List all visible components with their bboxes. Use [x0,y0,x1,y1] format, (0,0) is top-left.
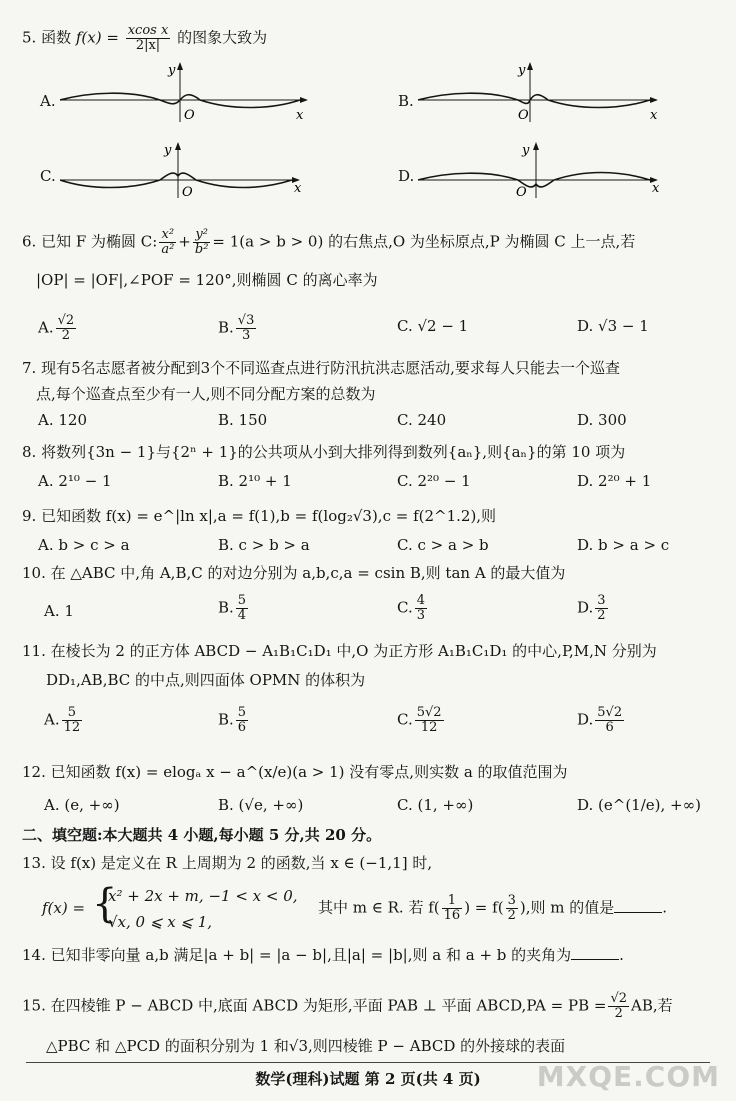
q5-a-y: y [168,63,176,78]
q13-answer-blank[interactable] [614,898,662,913]
q9-option-b[interactable]: B. c > b > a [218,536,310,554]
q15-line1: 15. 在四棱锥 P − ABCD 中,底面 ABCD 为矩形,平面 PAB ⊥ 平面 ABCD,PA = PB = $\frac{√2}{2}$ AB,若 [22,991,673,1021]
q15-line2: △PBC 和 △PCD 的面积分别为 1 和√3,则四棱锥 P − ABCD 的外接球的表面 [46,1037,566,1055]
q5-label-d: D. [398,167,415,185]
q9-option-c[interactable]: C. c > a > b [397,536,489,554]
q5-label-c: C. [40,167,56,185]
q8-option-d[interactable]: D. 2²⁰ + 1 [577,472,652,490]
q13-tail: 其中 m ∈ R. 若 f( $\frac{1}{16}$ ) = f( $\frac{3}{2}$ ),则 m 的值是 . [318,893,668,923]
q11-option-a[interactable]: A. $\frac{5}{12}$ [44,705,81,735]
q7-line2: 点,每个巡查点至少有一人,则不同分配方案的总数为 [36,385,376,403]
q7-option-a[interactable]: A. 120 [38,411,87,429]
q5-b-o: O [518,108,529,123]
q13-fx: f(x) = [42,899,86,917]
q11-line1: 11. 在棱长为 2 的正方体 ABCD − A₁B₁C₁D₁ 中,O 为正方形 A₁B₁C₁D₁ 的中心,P,M,N 分别为 [22,642,657,660]
q6-option-d[interactable]: D. √3 − 1 [577,317,649,335]
q10-option-b[interactable]: B. $\frac{5}{4}$ [218,593,247,623]
q10-option-c[interactable]: C. $\frac{4}{3}$ [397,593,425,623]
q12-option-c[interactable]: C. (1, +∞) [397,796,474,814]
q13-case2: √x, 0 ⩽ x ⩽ 1, [108,913,213,931]
q7-option-b[interactable]: B. 150 [218,411,268,429]
q7-option-c[interactable]: C. 240 [397,411,447,429]
q5-label-a: A. [40,92,56,110]
q5-c-x: x [294,181,302,196]
watermark-logo: MXQE.COM [536,1060,720,1093]
q13-line1: 13. 设 f(x) 是定义在 R 上周期为 2 的函数,当 x ∈ (−1,1] 时, [22,854,433,872]
q14-line1: 14. 已知非零向量 a,b 满足|a + b| = |a − b|,且|a| = |b|,则 a 和 a + b 的夹角为 . [22,946,624,964]
q5-graph-a [60,62,310,124]
q11-option-c[interactable]: C. $\frac{5√2}{12}$ [397,705,442,735]
q5-stem: 5. 函数 f(x) = $\frac{\text{xcos x}}{2|x|}$ 的图象大致为 [22,23,268,53]
q7-option-d[interactable]: D. 300 [577,411,627,429]
q11-option-b[interactable]: B. $\frac{5}{6}$ [218,705,247,735]
q13-case1: x² + 2x + m, −1 < x < 0, [108,887,298,905]
q12-option-a[interactable]: A. (e, +∞) [44,796,120,814]
q5-graph-d [418,142,668,200]
q6-option-a[interactable]: A. $\frac{√2}{2}$ [38,313,75,343]
q6-line1: 6. 已知 F 为椭圆 C: $\frac{\text{x²}}{\text{a²}}$ + $\frac{\text{y²}}{\text{b²}}$ = 1(a > b > 0) 的右焦点,O 为坐标原点,P 为椭圆 C 上一点,若 [22,227,636,257]
q5-c-y: y [164,143,172,158]
q10-line1: 10. 在 △ABC 中,角 A,B,C 的对边分别为 a,b,c,a = csin B,则 tan A 的最大值为 [22,564,566,582]
q7-line1: 7. 现有5名志愿者被分配到3个不同巡查点进行防汛抗洪志愿活动,要求每人只能去一个巡查 [22,359,620,377]
q8-option-a[interactable]: A. 2¹⁰ − 1 [38,472,112,490]
q10-option-a[interactable]: A. 1 [44,602,74,620]
q8-option-b[interactable]: B. 2¹⁰ + 1 [218,472,292,490]
q6-option-c[interactable]: C. √2 − 1 [397,317,469,335]
q12-line1: 12. 已知函数 f(x) = elogₐ x − a^(x/e)(a > 1) 没有零点,则实数 a 的取值范围为 [22,763,568,781]
q6-line2: |OP| = |OF|,∠POF = 120°,则椭圆 C 的离心率为 [36,271,378,289]
q5-b-y: y [518,63,526,78]
q11-option-d[interactable]: D. $\frac{5√2}{6}$ [577,705,623,735]
q6-option-b[interactable]: B. $\frac{√3}{3}$ [218,313,255,343]
q5-d-y: y [522,143,530,158]
q5-graph-c [60,142,310,200]
q12-option-b[interactable]: B. (√e, +∞) [218,796,304,814]
q5-c-o: O [182,185,193,200]
q5-a-x: x [296,108,304,123]
q9-option-d[interactable]: D. b > a > c [577,536,670,554]
q9-line1: 9. 已知函数 f(x) = e^|ln x|,a = f(1),b = f(log₂√3),c = f(2^1.2),则 [22,507,497,525]
q12-option-d[interactable]: D. (e^(1/e), +∞) [577,796,701,814]
q5-label-b: B. [398,92,414,110]
q5-d-o: O [516,185,527,200]
q9-option-a[interactable]: A. b > c > a [38,536,130,554]
section-fill-in-heading: 二、填空题:本大题共 4 小题,每小题 5 分,共 20 分。 [22,826,382,844]
q5-a-o: O [184,108,195,123]
q5-graph-b [418,62,668,124]
q8-option-c[interactable]: C. 2²⁰ − 1 [397,472,471,490]
q5-d-x: x [652,181,660,196]
q14-answer-blank[interactable] [571,945,619,960]
q5-b-x: x [650,108,658,123]
page-footer: 数学(理科)试题 第 2 页(共 4 页) [255,1070,481,1088]
q10-option-d[interactable]: D. $\frac{3}{2}$ [577,593,606,623]
q11-line2: DD₁,AB,BC 的中点,则四面体 OPMN 的体积为 [46,671,366,689]
q8-line1: 8. 将数列{3n − 1}与{2ⁿ + 1}的公共项从小到大排列得到数列{aₙ},则{aₙ}的第 10 项为 [22,443,626,461]
q13-brace: { [92,881,118,927]
